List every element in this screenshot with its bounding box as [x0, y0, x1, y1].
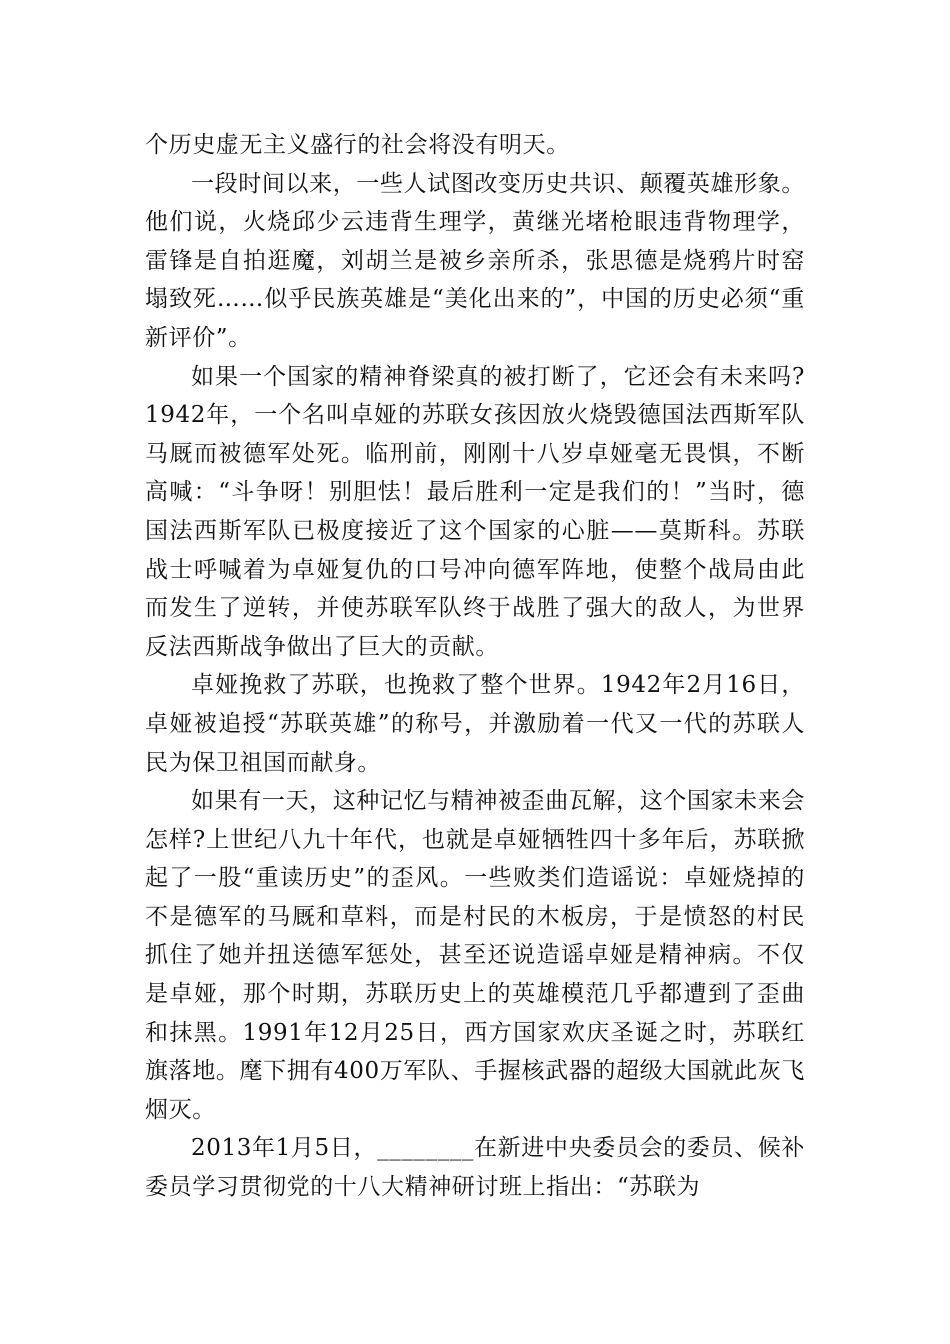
paragraph-6: 2013年1月5日，________在新进中央委员会的委员、候补委员学习贯彻党的十八大精神研讨班上指出：“苏联为	[145, 1135, 805, 1201]
paragraph-4: 卓娅挽救了苏联，也挽救了整个世界。1942年2月16日，卓娅被追授“苏联英雄”的称号，并激励着一代又一代的苏联人民为保卫祖国而献身。	[145, 672, 805, 776]
paragraph-3: 如果一个国家的精神脊梁真的被打断了，它还会有未来吗?1942年，一个名叫卓娅的苏联女孩因放火烧毁德国法西斯军队马厩而被德军处死。临刑前，刚刚十八岁卓娅毫无畏惧，不断高喊：“斗争呀！别胆怯！最后胜利一定是我们的！”当时，德国法西斯军队已极度接近了这个国家的心脏——莫斯科。苏联战士呼喊着为卓娅复仇的口号冲向德军阵地，使整个战局由此而发生了逆转，并使苏联军队终于战胜了强大的敌人，为世界反法西斯战争做出了巨大的贡献。	[145, 363, 805, 660]
document-page	[145, 126, 805, 1207]
paragraph-2: 一段时间以来，一些人试图改变历史共识、颠覆英雄形象。他们说，火烧邱少云违背生理学，黄继光堵枪眼违背物理学，雷锋是自拍逛魔，刘胡兰是被乡亲所杀，张思德是烧鸦片时窑塌致死……似乎民族英雄是“美化出来的”，中国的历史必须“重新评价”。	[145, 170, 805, 351]
paragraph-1: 个历史虚无主义盛行的社会将没有明天。	[145, 132, 570, 158]
paragraph-5: 如果有一天，这种记忆与精神被歪曲瓦解，这个国家未来会怎样?上世纪八九十年代，也就是卓娅牺牲四十多年后，苏联掀起了一股“重读历史”的歪风。一些败类们造谣说：卓娅烧掉的不是德军的马厩和草料，而是村民的木板房，于是愤怒的村民抓住了她并扭送德军惩处，甚至还说造谣卓娅是精神病。不仅是卓娅，那个时期，苏联历史上的英雄模范几乎都遭到了歪曲和抹黑。1991年12月25日，西方国家欢庆圣诞之时，苏联红旗落地。麾下拥有400万军队、手握核武器的超级大国就此灰飞烟灭。	[145, 788, 805, 1123]
